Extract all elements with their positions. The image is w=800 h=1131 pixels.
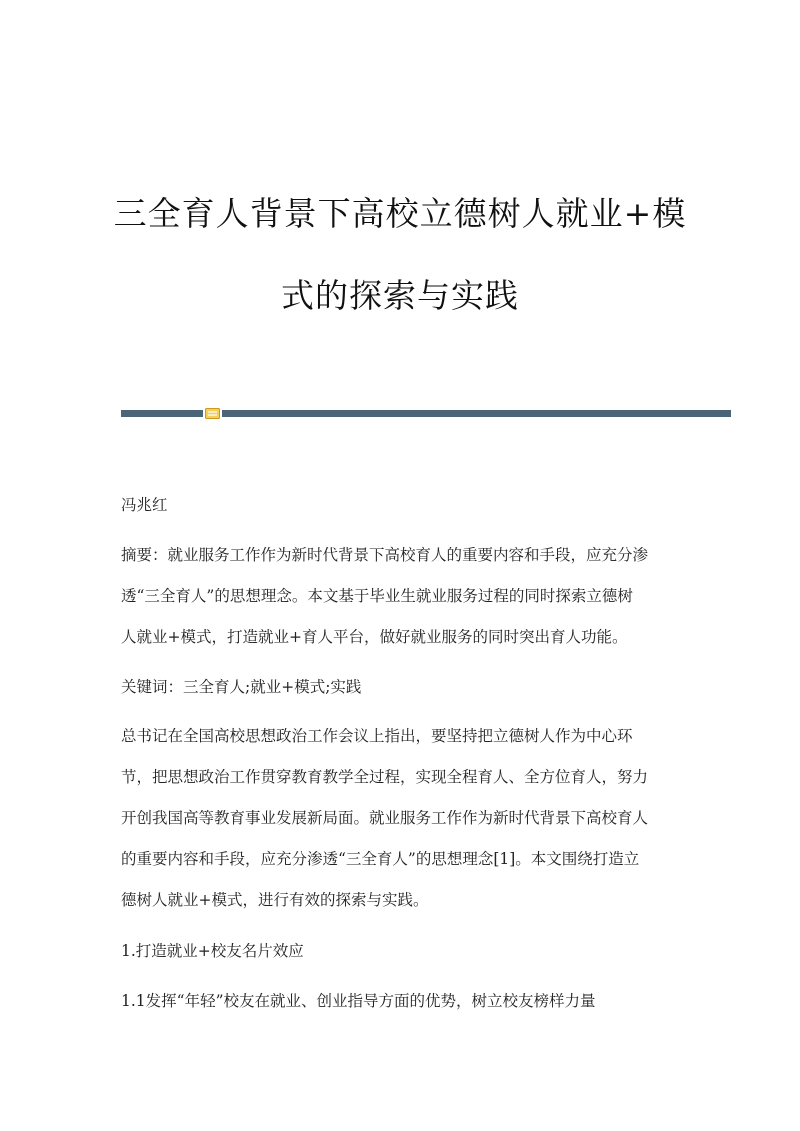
abstract-line-2: 透“三全育人”的思想理念。本文基于毕业生就业服务过程的同时探索立德树 [121,587,633,605]
abstract-line-1: 摘要：就业服务工作作为新时代背景下高校育人的重要内容和手段，应充分渗 [121,546,649,564]
title-divider [121,409,731,419]
divider-bar-right [222,410,731,417]
section-heading-1: 1.打造就业+校友名片效应 [121,942,304,960]
author: 冯兆红 [121,496,168,514]
body-line-2: 节，把思想政治工作贯穿教育教学全过程，实现全程育人、全方位育人，努力 [121,768,649,786]
document-title-line-2: 式的探索与实践 [281,276,519,315]
body-line-3: 开创我国高等教育事业发展新局面。就业服务工作作为新时代背景下高校育人 [121,809,649,827]
document-title-line-1: 三全育人背景下高校立德树人就业+模 [113,194,687,233]
section-heading-1-1: 1.1发挥“年轻”校友在就业、创业指导方面的优势，树立校友榜样力量 [121,992,596,1010]
keywords: 关键词：三全育人;就业+模式;实践 [121,678,362,696]
body-line-5: 德树人就业+模式，进行有效的探索与实践。 [121,891,429,909]
abstract-line-3: 人就业+模式，打造就业+育人平台，做好就业服务的同时突出育人功能。 [121,628,628,646]
body-line-4: 的重要内容和手段，应充分渗透“三全育人”的思想理念[1]。本文围绕打造立 [121,850,640,868]
body-line-1: 总书记在全国高校思想政治工作会议上指出，要坚持把立德树人作为中心环 [121,727,633,745]
document-icon [205,408,220,419]
divider-bar-left [121,410,203,417]
